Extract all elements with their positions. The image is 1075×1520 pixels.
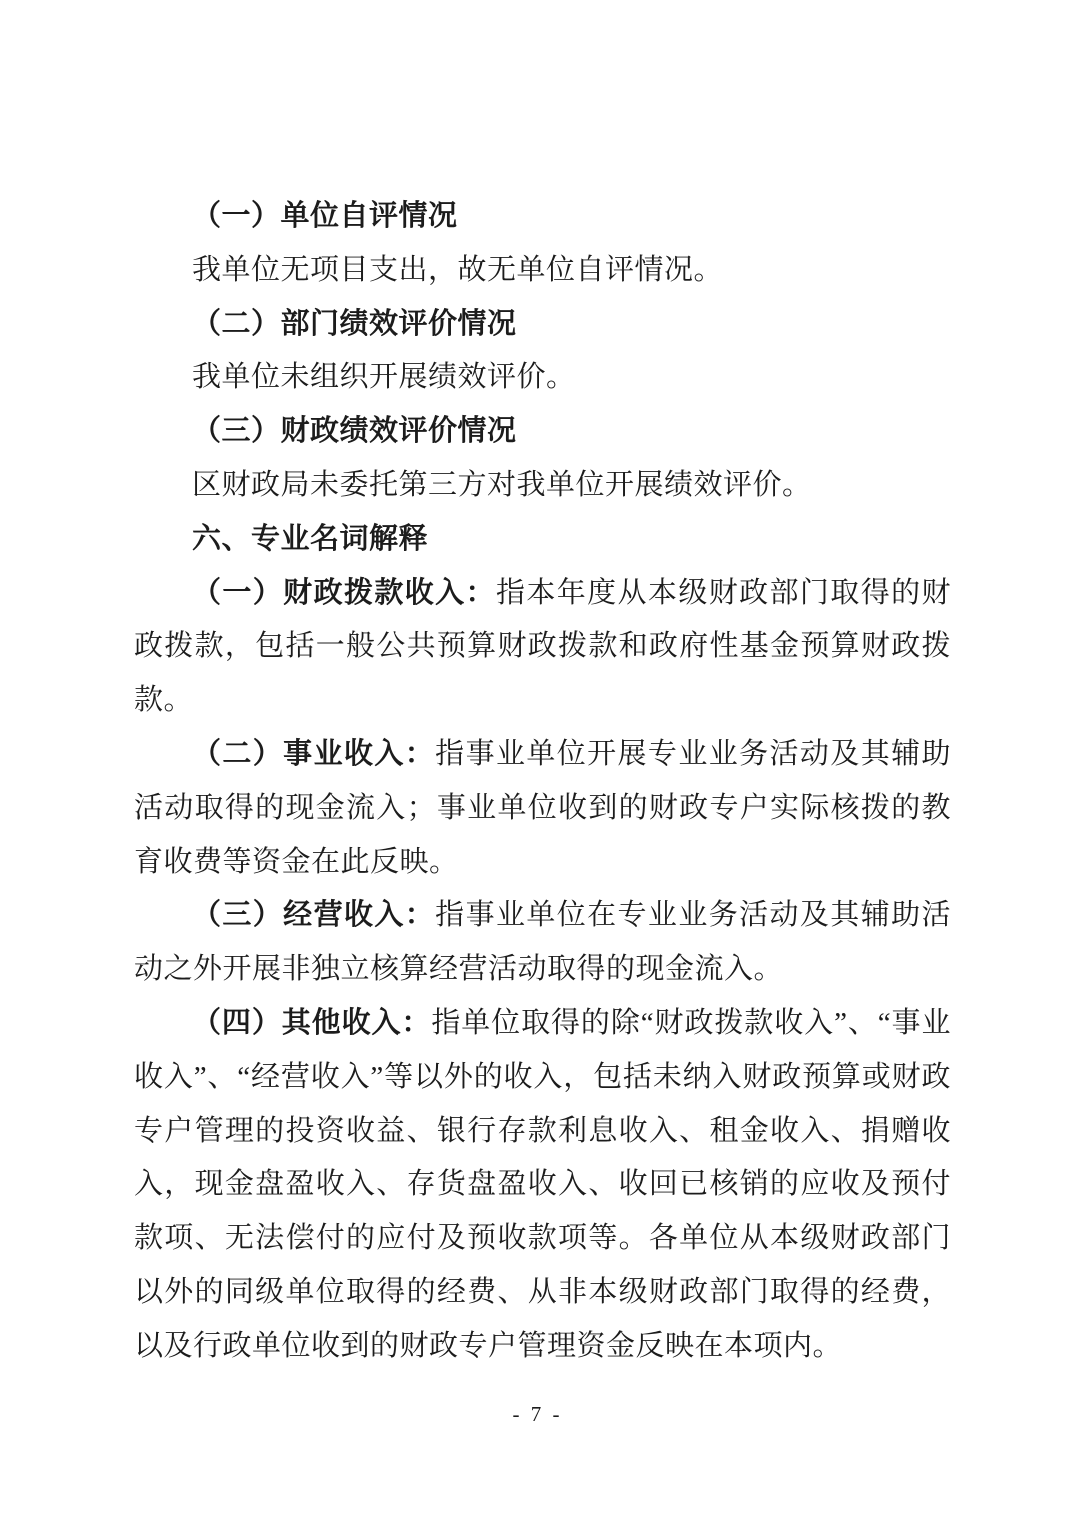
sub-heading: （三）财政绩效评价情况	[192, 415, 517, 448]
body-paragraph: 区财政局未委托第三方对我单位开展绩效评价。	[192, 468, 812, 501]
body-paragraph: 我单位未组织开展绩效评价。	[192, 361, 576, 394]
body-paragraph: （二）事业收入：指事业单位开展专业业务活动及其辅助活动取得的现金流入；事业单位收到的财政专户实际核拨的教育收费等资金在此反映。	[134, 737, 951, 878]
body-paragraph: （四）其他收入：指单位取得的除“财政拨款收入”、“事业收入”、“经营收入”等以外的收入，包括未纳入财政预算或财政专户管理的投资收益、银行存款利息收入、租金收入、捐赠收入，现金盘盈收入、存货盘盈收入、收回已核销的应收及预付款项、无法偿付的应付及预收款项等。各单位从本级财政部门以外的同级单位取得的经费、从非本级财政部门取得的经费，以及行政单位收到的财政专户管理资金反映在本项内。	[134, 1006, 951, 1362]
term-lead: （二）事业收入：	[192, 737, 436, 770]
sub-heading: （一）单位自评情况	[192, 200, 458, 232]
body-paragraph: （三）经营收入：指事业单位在专业业务活动及其辅助活动之外开展非独立核算经营活动取得的现金流入。	[134, 899, 951, 986]
term-lead: （三）经营收入：	[192, 899, 436, 932]
page-number: - 7 -	[512, 1402, 563, 1426]
body-paragraph: 我单位无项目支出，故无单位自评情况。	[192, 253, 724, 286]
section-heading: 六、专业名词解释	[192, 522, 429, 555]
term-lead: （四）其他收入：	[192, 1006, 432, 1039]
sub-heading: （二）部门绩效评价情况	[192, 307, 517, 340]
term-lead: （一）财政拨款收入：	[192, 576, 496, 609]
document-content	[134, 190, 951, 1374]
body-paragraph: （一）财政拨款收入：指本年度从本级财政部门取得的财政拨款，包括一般公共预算财政拨款和政府性基金预算财政拨款。	[134, 576, 951, 717]
